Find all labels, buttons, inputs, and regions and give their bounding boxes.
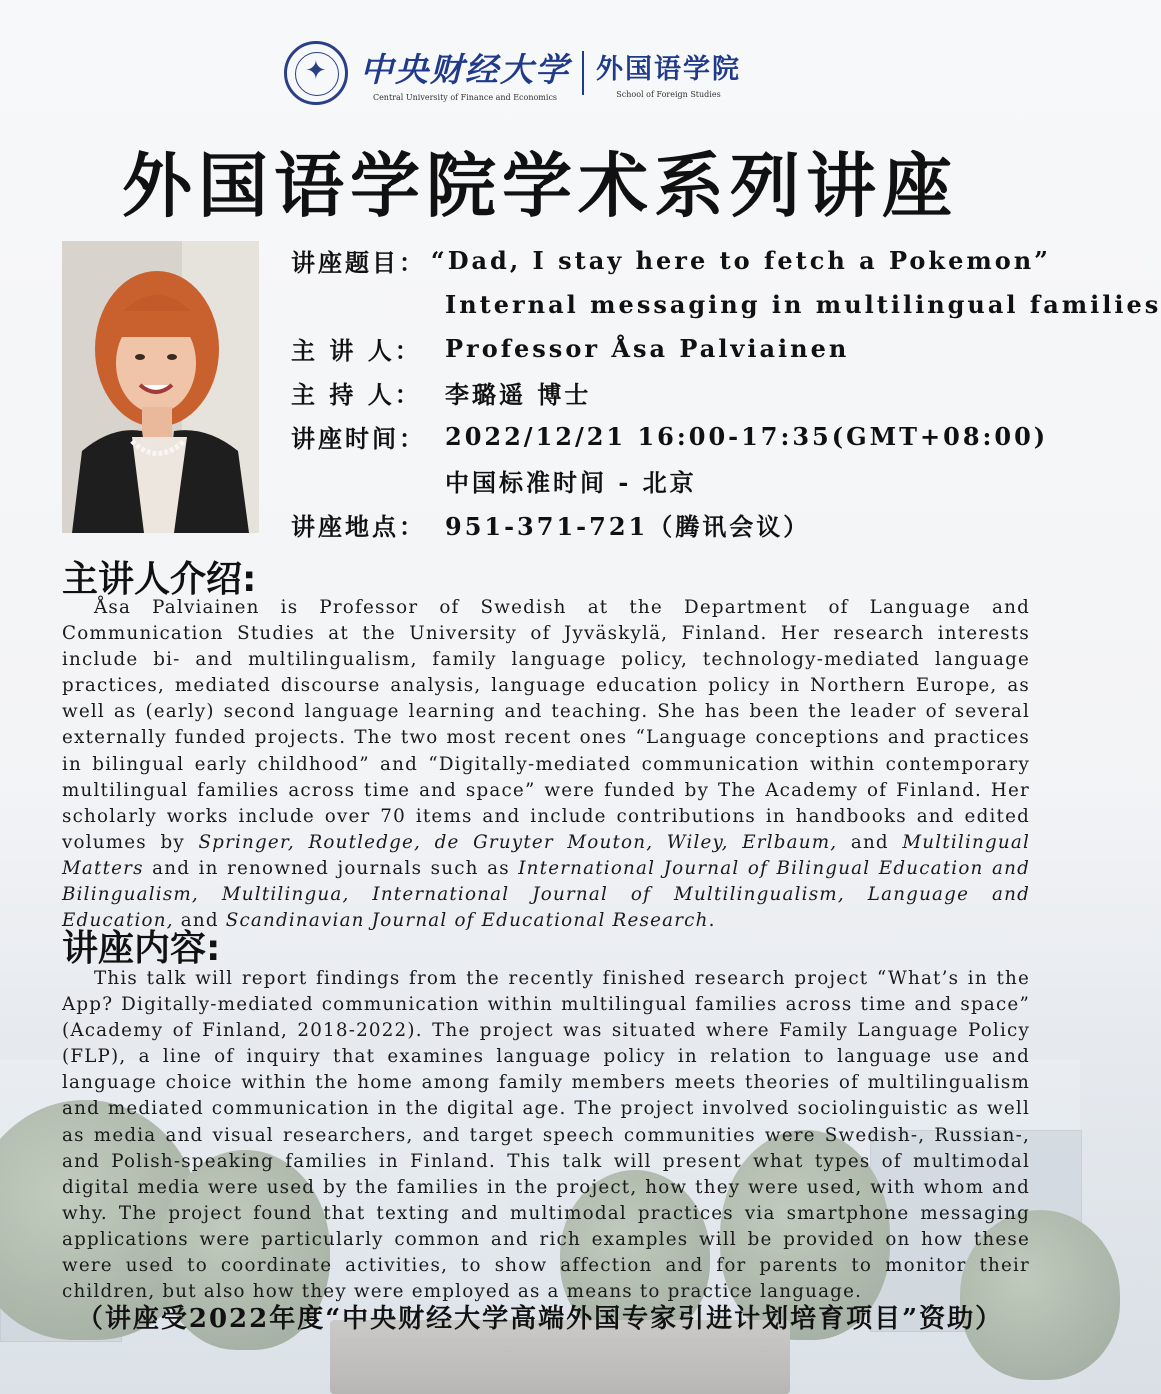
venue-label: 讲座地点：: [291, 511, 426, 541]
speaker-label: 主 讲 人：: [291, 335, 422, 365]
content-heading: 讲座内容:: [62, 928, 221, 969]
university-name-cn: 中央财经大学: [360, 50, 570, 89]
bio-paragraph: Åsa Palviainen is Professor of Swedish at the Department of Language and Communication Studies at the University of Jyväskylä, Finland. Her research interests include bi- and multilingualism, family language policy, technology-mediated language practices, mediated discourse analysis, language education policy in Northern Europe, as well as (early) second language learning and teaching. She has been the leader of several externally funded projects. The two most recent ones “Language conceptions and practices in bilingual early childhood” and “Digitally-mediated communication within contemporary multilingual families across time and space” were funded by The Academy of Finland. Her scholarly works include over 70 items and include contributions in handbooks and edited volumes by Springer, Routledge, de Gruyter Mouton, Wiley, Erlbaum, and Multilingual Matters and in renowned journals such as International Journal of Bilingual Education and Bilingualism, Multilingua, International Journal of Multilingualism, Language and Education, and Scandinavian Journal of Educational Research.: [62, 597, 1030, 932]
topic-row: [291, 238, 1051, 282]
topic-line-1: “Dad, I stay here to fetch a Pokemon”: [430, 245, 1051, 275]
logo-divider: [582, 51, 584, 95]
time-value: 2022/12/21 16:00-17:35(GMT+08:00): [445, 421, 1049, 451]
school-name-cn: 外国语学院: [596, 54, 741, 85]
bio-heading: 主讲人介绍:: [62, 559, 257, 600]
content-paragraph: This talk will report findings from the recently finished research project “What’s in the App? Digitally-mediated communication within multilingual families across time and space” (Academy of Finland, 2018-2022). The project was situated where Family Language Policy (FLP), a line of inquiry that examines language policy in relation to language use and language choice within the home among family members meets theories of multilingualism and mediated communication in the digital age. The project involved sociolinguistic as well as media and visual researchers, and target speech communities were Swedish-, Russian-, and Polish-speaking families in Finland. This talk will present what types of multimodal digital media were used by the families in the project, how they were used, with whom and why. The project found that texting and multimodal practices via smartphone messaging applications were particularly common and rich examples will be provided on how these were used to coordinate activities, to show affection and for parents to monitor their children, but also how they were employed as a means to practice language.: [62, 968, 1030, 1303]
speaker-photo: [62, 241, 259, 533]
speaker-row: [291, 326, 1051, 370]
host-row: [291, 370, 1051, 414]
host-name: 李璐遥 博士: [445, 379, 592, 409]
university-name-en: Central University of Finance and Economics: [372, 93, 558, 102]
time-row: [291, 414, 1051, 458]
publisher-mm: Multilingual Matters: [62, 831, 1030, 879]
time-label: 讲座时间：: [291, 423, 426, 453]
journal-sjer: Scandinavian Journal of Educational Research: [225, 910, 709, 932]
time-row-2: [291, 458, 1051, 502]
topic-line-2: Internal messaging in multilingual families: [445, 289, 1161, 319]
time-zone: 中国标准时间 - 北京: [445, 467, 697, 497]
university-seal-icon: [284, 41, 348, 105]
speaker-name: Professor Åsa Palviainen: [445, 333, 850, 363]
venue-row: [291, 502, 1051, 546]
school-name-en: School of Foreign Studies: [616, 90, 721, 99]
funding-note: （讲座受2022年度“中央财经大学高端外国专家引进计划培育项目”资助）: [76, 1304, 1004, 1334]
publishers: Springer, Routledge, de Gruyter Mouton, Wiley, Erlbaum,: [198, 831, 838, 853]
journals: International Journal of Bilingual Education and Bilingualism, Multilingua, International Journal of Multilingualism, Language and Education,: [62, 857, 1030, 932]
host-label: 主 持 人：: [291, 379, 422, 409]
topic-row-2: [291, 282, 1161, 326]
lecture-info: [291, 238, 1161, 546]
page-title: 外国语学院学术系列讲座: [122, 145, 958, 227]
header-logo: [284, 36, 741, 110]
venue-value: 951-371-721（腾讯会议）: [445, 511, 811, 541]
topic-label: 讲座题目：: [291, 247, 426, 277]
